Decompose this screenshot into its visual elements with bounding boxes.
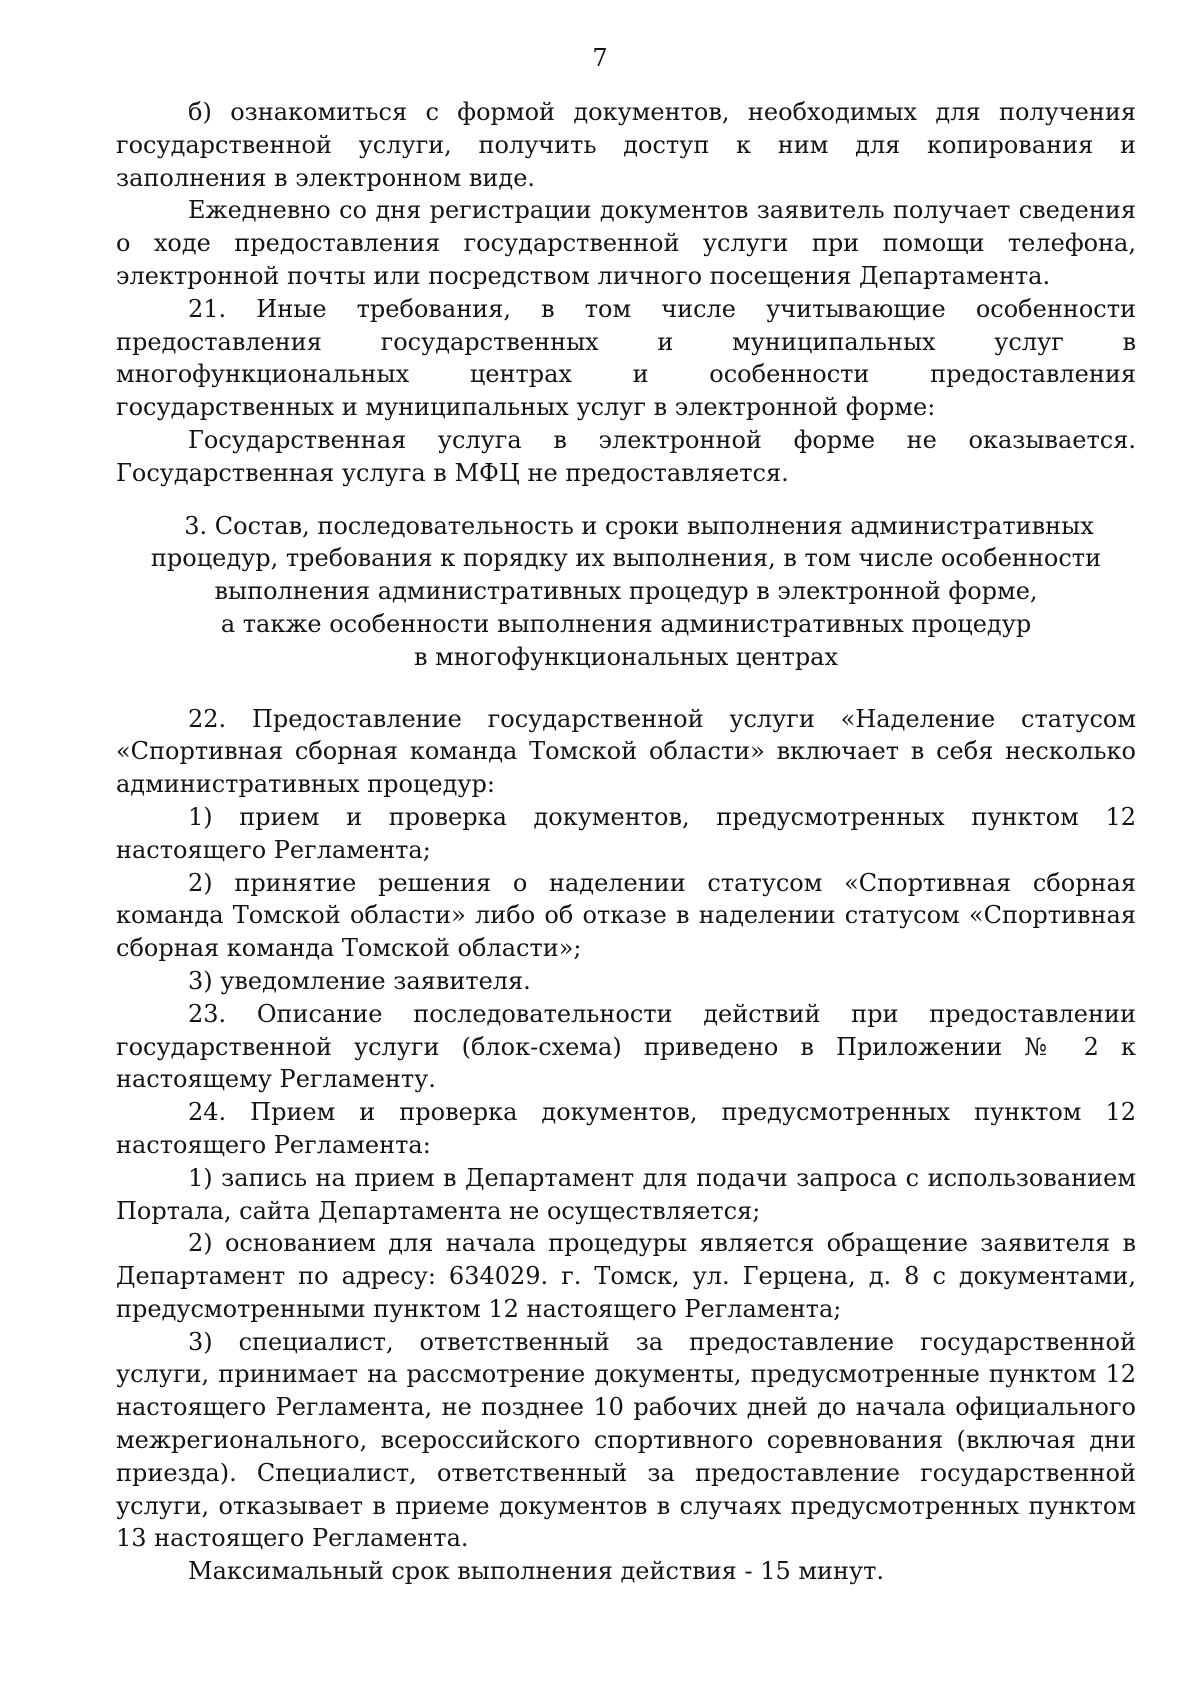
- list-item-appointment: 1) запись на прием в Департамент для подачи запроса с использованием Портала, сайта Департамента не осуществляется;: [116, 1163, 1136, 1225]
- paragraph-22-procedures: 22. Предоставление государственной услуги «Наделение статусом «Спортивная сборная команда Томской области» включает в себя несколько административных процедур:: [116, 704, 1136, 799]
- paragraph-max-time: Максимальный срок выполнения действия - 15 минут.: [188, 1557, 885, 1586]
- paragraph-23-sequence: 23. Описание последовательности действий при предоставлении государственной услуги (блок-схема) приведено в Приложении № 2 к настоящему Регламенту.: [116, 999, 1136, 1094]
- paragraph-daily-info: Ежедневно со дня регистрации документов заявитель получает сведения о ходе предоставления государственной услуги при помощи телефона, электронной почты или посредством личного посещения Департамента.: [116, 196, 1136, 290]
- page-number: 7: [592, 44, 608, 72]
- section-heading-line: процедур, требования к порядку их выполнения, в том числе особенности: [150, 544, 1102, 573]
- section-heading-line: в многофункциональных центрах: [413, 642, 839, 671]
- section-heading-line: выполнения административных процедур в электронной форме,: [214, 577, 1038, 606]
- list-item-grounds: 2) основанием для начала процедуры является обращение заявителя в Департамент по адресу: 634029. г. Томск, ул. Герцена, д. 8 с документами, предусмотренными пунктом 12 настоящего Регламента;: [116, 1229, 1136, 1323]
- paragraph-not-provided-electronically: Государственная услуга в электронной форме не оказывается. Государственная услуга в МФЦ не предоставляется.: [116, 425, 1136, 487]
- section-heading: [116, 510, 1136, 674]
- document-body: [116, 96, 1136, 1588]
- paragraph-24-reception: 24. Прием и проверка документов, предусмотренных пунктом 12 настоящего Регламента:: [116, 1098, 1136, 1159]
- list-item-reception-check: 1) прием и проверка документов, предусмотренных пунктом 12 настоящего Регламента;: [116, 802, 1136, 864]
- paragraph-21-other-requirements: 21. Иные требования, в том числе учитывающие особенности предоставления государственных и муниципальных услуг в многофункциональных центрах и особенности предоставления государственных и муниципальных услуг в электронной форме:: [116, 294, 1136, 422]
- section-heading-line: а также особенности выполнения административных процедур: [220, 609, 1032, 638]
- paragraph-familiarize-forms: б) ознакомиться с формой документов, необходимых для получения государственной услуги, получить доступ к ним для копирования и заполнения в электронном виде.: [116, 98, 1136, 192]
- section-heading-line: 3. Состав, последовательность и сроки выполнения административных: [184, 511, 1094, 540]
- list-item-specialist: 3) специалист, ответственный за предоставление государственной услуги, принимает на рассмотрение документы, предусмотренные пунктом 12 настоящего Регламента, не позднее 10 рабочих дней до начала официального межрегионального, всероссийского спортивного соревнования (включая дни приезда). Специалист, ответственный за предоставление государственной услуги, отказывает в приеме документов в случаях предусмотренных пунктом 13 настоящего Регламента.: [116, 1327, 1136, 1553]
- list-item-decision: 2) принятие решения о наделении статусом «Спортивная сборная команда Томской области» либо об отказе в наделении статусом «Спортивная сборная команда Томской области»;: [116, 868, 1136, 963]
- list-item-notification: 3) уведомление заявителя.: [188, 966, 531, 995]
